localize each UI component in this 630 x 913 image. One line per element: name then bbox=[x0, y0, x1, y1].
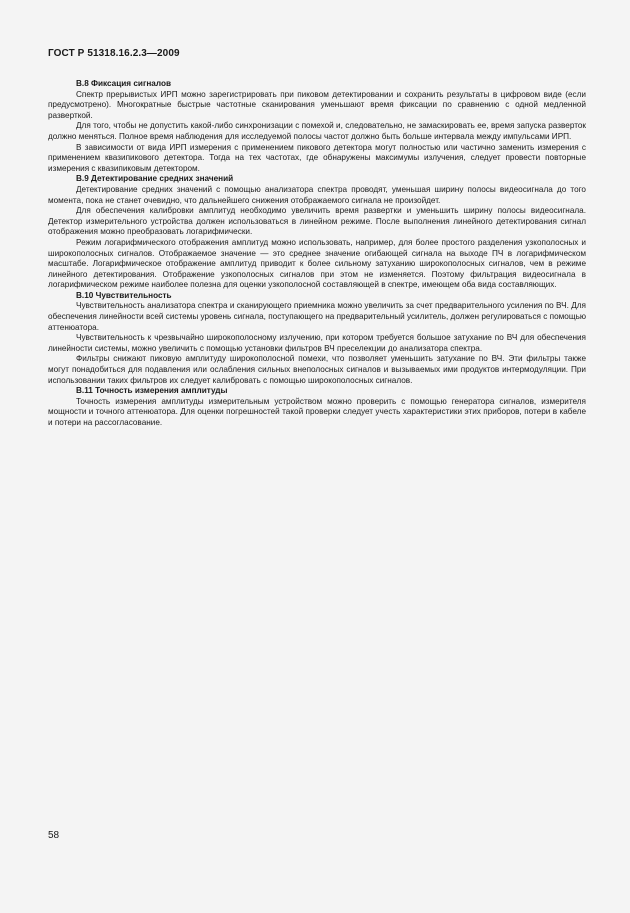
paragraph: Для того, чтобы не допустить какой-либо синхронизации с помехой и, следовательно, не замаскировать ее, время запуска разверток должно меняться. Полное время наблюдения для исследуемой полосы частот должно быть больше интервала между импульсами ИРП. bbox=[48, 121, 586, 141]
document-body bbox=[48, 79, 586, 429]
paragraph: Чувствительность анализатора спектра и сканирующего приемника можно увеличить за счет предварительного усиления по ВЧ. Для обеспечения линейности всей системы уровень сигнала, поступающего на предварительный усилитель, должен регулироваться с помощью аттенюатора. bbox=[48, 301, 586, 332]
paragraph: Фильтры снижают пиковую амплитуду широкополосной помехи, что позволяет уменьшить затухание по ВЧ. Эти фильтры также могут понадобиться для подавления или ослабления сильных внеполосных сигналов и вызываемых ими продуктов интермодуляции. При использовании таких фильтров их следует калибровать с помощью широкополосных сигналов. bbox=[48, 354, 586, 385]
document-code-header: ГОСТ Р 51318.16.2.3—2009 bbox=[48, 48, 180, 59]
paragraph: Точность измерения амплитуды измерительным устройством можно проверить с помощью генератора сигналов, измерителя мощности и точного аттенюатора. Для оценки погрешностей такой проверки следует учесть характеристики этих приборов, потери в кабеле и потери на рассогласование. bbox=[48, 396, 586, 427]
paragraph: Спектр прерывистых ИРП можно зарегистрировать при пиковом детектировании и сохранить результаты в цифровом виде (если предусмотрено). Многократные быстрые частотные сканирования уменьшают время фиксации по сравнению с одной медленной разверткой. bbox=[48, 89, 586, 120]
paragraph: Для обеспечения калибровки амплитуд необходимо увеличить время развертки и уменьшить ширину полосы видеосигнала. Детектор измерительного устройства должен использоваться в линейном режиме. После выполнения линейного детектирования сигнал отображения можно преобразовать логарифмически. bbox=[48, 206, 586, 237]
page-number: 58 bbox=[48, 830, 60, 841]
paragraph: Детектирование средних значений с помощью анализатора спектра проводят, уменьшая ширину полосы видеосигнала до того момента, пока не станет очевидно, что дальнейшего снижения отображаемого сигнала не произойдет. bbox=[48, 184, 586, 205]
paragraph: В зависимости от вида ИРП измерения с применением пикового детектора могут полностью или частично заменить измерения с применением квазипикового детектора. Тогда на тех частотах, где обнаружены максимумы излучения, следует провести повторные измерения с квазипиковым детектором. bbox=[48, 142, 586, 173]
section-heading-b10: В.10 Чувствительность bbox=[76, 290, 172, 300]
paragraph: Чувствительность к чрезвычайно широкополосному излучению, при котором требуется большое затухание по ВЧ для обеспечения линейности системы, можно увеличить с помощью установки фильтров ВЧ преселекции до анализатора спектра. bbox=[48, 333, 586, 353]
section-heading-b9: В.9 Детектирование средних значений bbox=[76, 174, 234, 184]
section-heading-b8: В.8 Фиксация сигналов bbox=[76, 79, 171, 88]
paragraph: Режим логарифмического отображения амплитуд можно использовать, например, для более простого разделения узкополосных и широкополосных сигналов. Отображаемое значение — это среднее значение огибающей сигнала на выходе ПЧ в логарифмическом масштабе. Логарифмическое отображение амплитуд приводит к более сильному затуханию широкополосных сигналов, чем в режиме линейного детектирования. Отображение узкополосных сигналов при этом не изменяется. Поэтому фильтрация видеосигнала в логарифмическом режиме наиболее полезна для оценки узкополосной составляющей в спектре, имеющем оба вида составляющих. bbox=[48, 237, 586, 290]
section-heading-b11: В.11 Точность измерения амплитуды bbox=[76, 386, 228, 396]
